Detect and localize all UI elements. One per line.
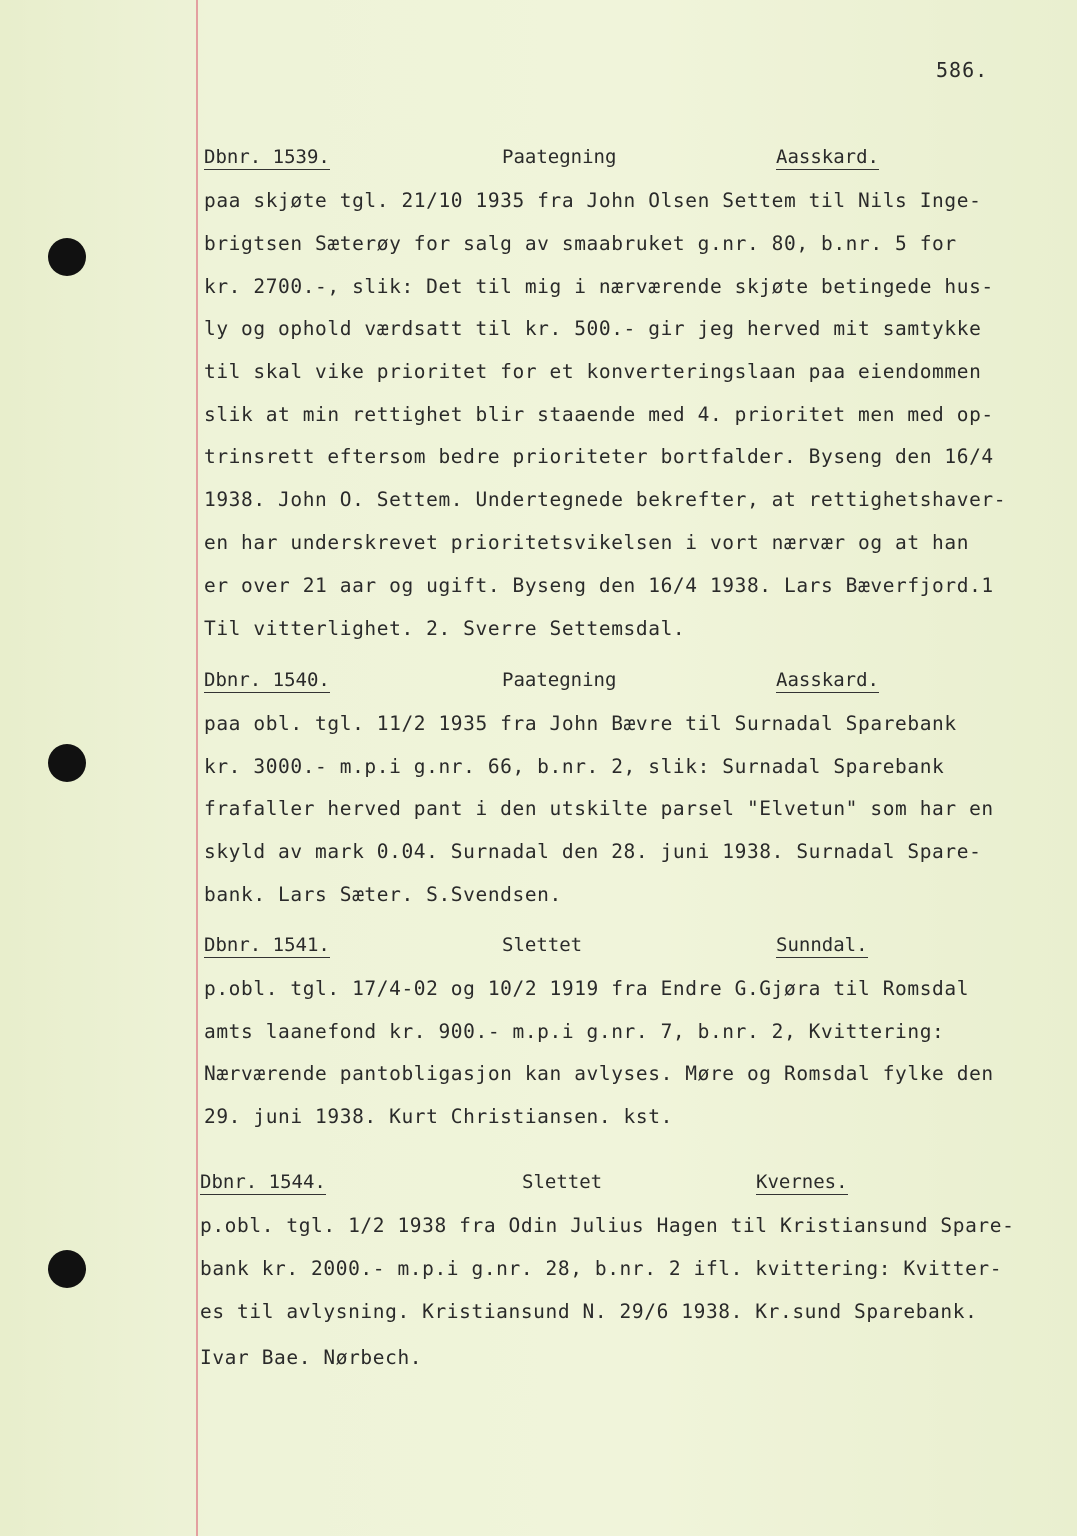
- entry-line: p.obl. tgl. 1/2 1938 fra Odin Julius Hagen til Kristiansund Spare-: [200, 1214, 1015, 1237]
- entry-line: skyld av mark 0.04. Surnadal den 28. juni 1938. Surnadal Spare-: [204, 840, 982, 863]
- entry-line: kr. 2700.-, slik: Det til mig i nærværende skjøte betingede hus-: [204, 275, 994, 298]
- entry-line: bank kr. 2000.- m.p.i g.nr. 28, b.nr. 2 ifl. kvittering: Kvitter-: [200, 1257, 1003, 1280]
- entry-line: 29. juni 1938. Kurt Christiansen. kst.: [204, 1105, 673, 1128]
- entry-line: kr. 3000.- m.p.i g.nr. 66, b.nr. 2, slik: Surnadal Sparebank: [204, 755, 945, 778]
- entry-line: p.obl. tgl. 17/4-02 og 10/2 1919 fra Endre G.Gjøra til Romsdal: [204, 977, 970, 1000]
- entry-place: Aasskard.: [776, 669, 879, 691]
- entry-line: Ivar Bae. Nørbech.: [200, 1346, 423, 1369]
- entry-line: bank. Lars Sæter. S.Svendsen.: [204, 883, 562, 906]
- entry-type: Slettet: [502, 934, 583, 956]
- entry-line: trinsrett eftersom bedre prioriteter bortfalder. Byseng den 16/4: [204, 445, 994, 468]
- entry-line: slik at min rettighet blir staaende med 4. prioritet men med op-: [204, 403, 994, 426]
- entry-line: Til vitterlighet. 2. Sverre Settemsdal.: [204, 617, 686, 640]
- entry-line: paa skjøte tgl. 21/10 1935 fra John Olsen Settem til Nils Inge-: [204, 189, 982, 212]
- entry-line: 1938. John O. Settem. Undertegnede bekrefter, at rettighetshaver-: [204, 488, 1007, 511]
- entry-line: en har underskrevet prioritetsvikelsen i vort nærvær og at han: [204, 531, 970, 554]
- entry-line: ly og ophold værdsatt til kr. 500.- gir jeg herved mit samtykke: [204, 317, 982, 340]
- entry-line: frafaller herved pant i den utskilte parsel "Elvetun" som har en: [204, 797, 994, 820]
- entry-dbnr: Dbnr. 1544.: [200, 1171, 326, 1193]
- entry-type: Paategning: [502, 669, 617, 691]
- entry-dbnr: Dbnr. 1541.: [204, 934, 330, 956]
- punch-hole-2: [48, 744, 86, 782]
- entry-place: Aasskard.: [776, 146, 879, 168]
- entry-line: amts laanefond kr. 900.- m.p.i g.nr. 7, b.nr. 2, Kvittering:: [204, 1020, 945, 1043]
- punch-hole-1: [48, 238, 86, 276]
- entry-dbnr: Dbnr. 1539.: [204, 146, 330, 168]
- entry-type: Slettet: [522, 1171, 603, 1193]
- entry-line: brigtsen Sæterøy for salg av smaabruket g.nr. 80, b.nr. 5 for: [204, 232, 957, 255]
- entry-dbnr: Dbnr. 1540.: [204, 669, 330, 691]
- punch-hole-3: [48, 1250, 86, 1288]
- entry-line: til skal vike prioritet for et konverteringslaan paa eiendommen: [204, 360, 982, 383]
- entry-place: Sunndal.: [776, 934, 868, 956]
- margin-line: [196, 0, 198, 1536]
- entry-line: es til avlysning. Kristiansund N. 29/6 1938. Kr.sund Sparebank.: [200, 1300, 978, 1323]
- entry-line: er over 21 aar og ugift. Byseng den 16/4 1938. Lars Bæverfjord.1: [204, 574, 994, 597]
- page-number: 586.: [936, 58, 989, 82]
- entry-place: Kvernes.: [756, 1171, 848, 1193]
- entry-type: Paategning: [502, 146, 617, 168]
- entry-line: paa obl. tgl. 11/2 1935 fra John Bævre til Surnadal Sparebank: [204, 712, 957, 735]
- entry-line: Nærværende pantobligasjon kan avlyses. Møre og Romsdal fylke den: [204, 1062, 994, 1085]
